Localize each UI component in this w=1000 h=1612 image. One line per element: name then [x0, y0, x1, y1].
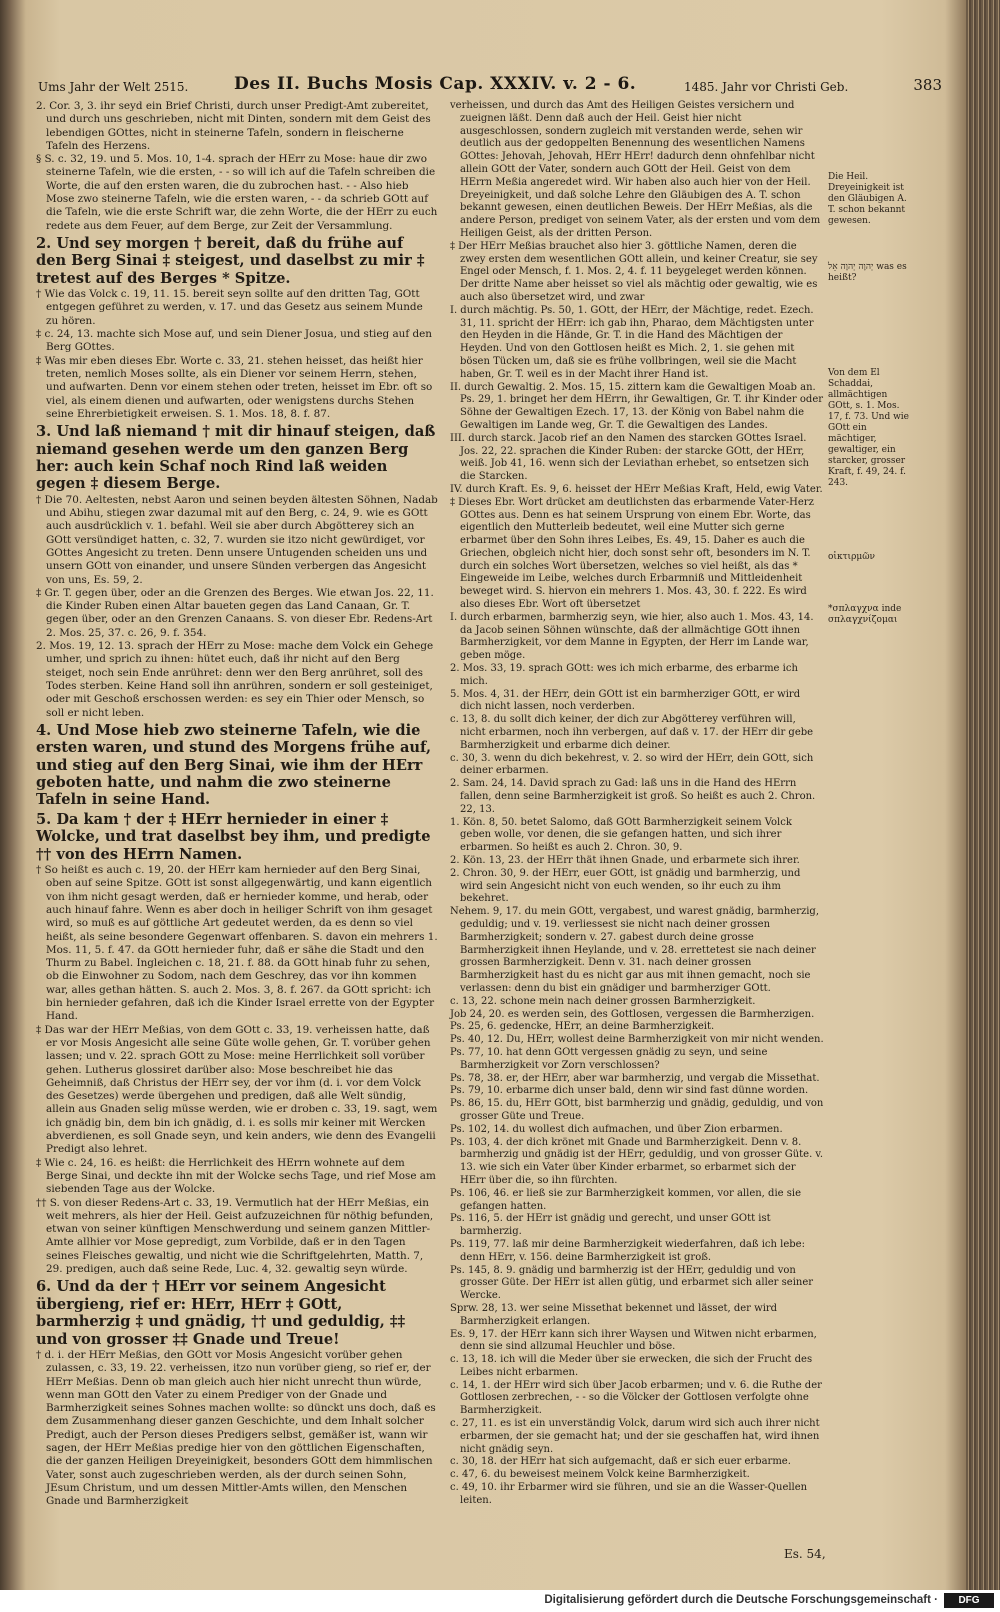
digitization-footer — [0, 1590, 1000, 1612]
commentary-note: Ps. 106, 46. er ließ sie zur Barmherzigkeit kommen, vor allen, die sie gefangen hatten. — [450, 1187, 801, 1212]
commentary-note: c. 49, 10. ihr Erbarmer wird sie führen, und sie an die Wasser-Quellen leiten. — [450, 1482, 808, 1506]
commentary-note: II. durch Gewaltig. 2. Mos. 15, 15. zittern kam die Gewaltigen Moab an. Ps. 29, 1. bringet her dem HErrn, ihr Gewaltigen, Gr. T. ihr Kinder oder Söhne der Gewaltigen Ezech. 17, 13. der König von Babel nahm die Gewaltigen im Lande weg, Gr. T. die Gewaltigen des Landes. — [450, 381, 824, 431]
commentary-note: c. 13, 22. schone mein nach deiner grossen Barmherzigkeit. — [450, 995, 756, 1007]
commentary-note: 2. Chron. 30, 9. der HErr, euer GOtt, ist gnädig und barmherzig, und wird sein Angesicht nicht von euch wenden, so ihr euch zu ihm bekehret. — [450, 867, 801, 905]
left-column — [36, 100, 438, 1508]
commentary-note: III. durch starck. Jacob rief an den Namen des starcken GOttes Israel. Jos. 22, 22. sprachen die Kinder Ruben: der starcke GOtt, der HErr, weiß. Job 41, 16. wenn sich der Leviathan erhebet, so entsetzen sich die Starcken. — [450, 432, 809, 483]
commentary-note: † Wie das Volck c. 19, 11. 15. bereit seyn sollte auf den dritten Tag, GOtt entgegen geführet zu werden, v. 17. und das Gesetz aus seinem Munde zu hören. — [36, 288, 423, 327]
margin-note — [828, 262, 910, 284]
commentary-note: 2. Mos. 19, 12. 13. sprach der HErr zu Mose: mache dem Volck ein Gehege umher, und sprich zu ihnen: hütet euch, daß ihr nicht auf den Berg steiget, noch sein Ende anrühret: denn wer den Berg anrühret, soll des Todes sterben. Keine Hand soll ihn anrühren, sondern er soll gesteiniget, oder mit Geschoß erschossen werden: es sey ein Thier oder Mensch, so soll er nicht leben. — [36, 640, 434, 719]
commentary-note: ‡ Gr. T. gegen über, oder an die Grenzen des Berges. Wie etwan Jos. 22, 11. die Kinder Ruben einen Altar baueten gegen das Land Canaan, Gr. T. gegen über, oder an den Grenzen Canaans. S. von dieser Ebr. Redens-Art 2. Mos. 25, 37. c. 26, 9. f. 354. — [36, 586, 434, 639]
catchword: Es. 54, — [784, 1547, 826, 1561]
commentary-note: Ps. 119, 77. laß mir deine Barmherzigkeit wiederfahren, daß ich lebe: denn HErr, v. 156. deine Barmherzigkeit ist groß. — [450, 1238, 805, 1263]
commentary-note: c. 30, 18. der HErr hat sich aufgemacht, daß er sich euer erbarme. — [450, 1456, 791, 1468]
margin-note — [828, 368, 910, 489]
page-number: 383 — [913, 76, 942, 94]
running-header — [38, 74, 942, 98]
commentary-note: IV. durch Kraft. Es. 9, 6. heisset der HErr Meßias Kraft, Held, ewig Vater. — [450, 483, 823, 495]
commentary-note: ‡ c. 24, 13. machte sich Mose auf, und sein Diener Josua, und stieg auf den Berg GOttes. — [36, 328, 432, 354]
commentary-note: Ps. 116, 5. der HErr ist gnädig und gerecht, und unser GOtt ist barmherzig. — [450, 1213, 771, 1238]
bible-verse: 2. Und sey morgen † bereit, daß du frühe auf den Berg Sinai ‡ steigest, und daselbst zu mir ‡ tretest auf des Berges * Spitze. — [36, 234, 425, 287]
commentary-note: c. 13, 18. ich will die Meder über sie erwecken, die sich der Frucht des Leibes nicht erbarmen. — [450, 1354, 813, 1378]
bible-verse: 4. Und Mose hieb zwo steinerne Tafeln, wie die ersten waren, und stund des Morgens frühe auf, und stieg auf den Berg Sinai, wie ihm der HErr geboten hatte, und nahm die zwo steinerne Tafeln in seine Hand. — [36, 721, 432, 809]
commentary-note: c. 47, 6. du beweisest meinem Volck keine Barmherzigkeit. — [450, 1469, 750, 1481]
margin-note — [828, 604, 910, 626]
commentary-note: Es. 9, 17. der HErr kann sich ihrer Waysen und Witwen nicht erbarmen, denn sie sind allzumal Heuchler und böse. — [450, 1328, 817, 1353]
commentary-note: 2. Cor. 3, 3. ihr seyd ein Brief Christi, durch unser Predigt-Amt zubereitet, und durch uns geschrieben, nicht mit Dinten, sondern mit dem Geist des lebendigen GOttes, nicht in steinerne Tafeln, sondern in fleischerne Tafeln des Herzens. — [36, 100, 431, 152]
header-year-christ: 1485. Jahr vor Christi Geb. — [684, 80, 849, 94]
commentary-note: ‡ Der HErr Meßias brauchet also hier 3. göttliche Namen, deren die zwey ersten dem wesentlichen GOtt allein, und keiner Creatur, sie sey Engel oder Mensch, f. 1. Mos. 2, 4. f. 11 beygeleget werden können. Der dritte Name aber heisset so viel als mächtig oder gewaltig, wie es auch also übersetzet wird, und zwar — [450, 240, 818, 303]
commentary-note: Ps. 86, 15. du, HErr GOtt, bist barmherzig und gnädig, geduldig, und von grosser Güte und Treue. — [450, 1098, 824, 1122]
commentary-note: † d. i. der HErr Meßias, den GOtt vor Mosis Angesicht vorüber gehen zulassen, c. 33, 19. 22. verheissen, itzo nun vorüber gieng, so rief er, der HErr Meßias. Denn ob man gleich auch hier nicht unrecht thun würde, wenn man GOtt den Vater zu einem Prediger von der Gnade und Barmherzigkeit seines Sohnes machen wollte: so dünckt uns doch, daß es dem Zusammenhang dieser ganzen Geschichte, und dem Inhalt solcher Predigt, auch der Person dieses Predigers selbst, gemäßer ist, wann wir sagen, der HErr Meßias predige hier von den göttlichen Eigenschaften, die der ganzen Heiligen Dreyeinigkeit, besonders GOtt dem himmlischen Vater, sonst auch zugeschrieben werden, als der durch seinen Sohn, JEsum Christum, und um dessen Mittler-Amts willen, den Menschen Gnade und Barmherzigkeit — [36, 1348, 436, 1508]
margin-note-text: *σπλαγχνα inde σπλαγχνίζομαι — [828, 604, 902, 625]
commentary-note: Ps. 25, 6. gedencke, HErr, an deine Barmherzigkeit. — [450, 1021, 715, 1033]
commentary-note: † Die 70. Aeltesten, nebst Aaron und seinen beyden ältesten Söhnen, Nadab und Abihu, stiegen zwar dazumal mit auf den Berg, c. 24, 9. wie es GOtt auch ausdrücklich v. 1. befahl. Weil sie aber durch Abgötterey sich an GOtt versündiget hatten, c. 32, 7. wurden sie itzo nicht gewürdiget, vor GOttes Angesicht zu treten. Denn unsere Untugenden scheiden uns und unsern GOtt von einander, und unsere Sünden verbergen das Angesicht von uns, Es. 59, 2. — [36, 493, 438, 586]
dfg-logo[interactable]: DFG — [944, 1593, 994, 1608]
right-column — [450, 100, 824, 1508]
commentary-note: I. durch erbarmen, barmherzig seyn, wie hier, also auch 1. Mos. 43, 14. da Jacob seinen Söhnen wünschte, daß der allmächtige GOtt ihnen Barmherzigkeit, vor dem Manne in Egypten, der Herr im Lande war, geben möge. — [450, 611, 814, 662]
commentary-note: ‡ Das war der HErr Meßias, von dem GOtt c. 33, 19. verheissen hatte, daß er vor Mosis Angesicht alle seine Güte wolle gehen, Gr. T. vorüber gehen lassen; und v. 22. sprach GOtt zu Mose: meine Herrlichkeit soll vorüber gehen. Lutherus glossiret darüber also: Mose beschreibet hie das Geheimniß, daß Christus der HErr sey, der vor ihm (d. i. vor dem Volck des Gesetzes) werde übergehen und predigen, daß alle Welt sündig, allein aus Gnaden selig müsse werden, wie er droben c. 33, 19. sagt, wem ich gnädig bin, dem bin ich gnädig, d. i. es solls mir keiner mit Wercken abverdienen, es soll Gnade seyn, und kein anders, wie denn des Evangelii Predigt also lehret. — [36, 1023, 438, 1156]
commentary-note: Job 24, 20. es werden sein, des Gottlosen, vergessen die Barmherzigen. — [450, 1008, 815, 1020]
margin-note-text: Die Heil. Dreyeinigkeit ist den Gläubigen A. T. schon bekannt gewesen. — [828, 172, 907, 226]
bible-verse: 6. Und da der † HErr vor seinem Angesicht übergieng, rief er: HErr, HErr ‡ GOtt, barmherzig ‡ und gnädig, †† und geduldig, ‡‡ und von grosser ‡‡ Gnade und Treue! — [36, 1278, 406, 1348]
commentary-note: Ps. 78, 38. er, der HErr, aber war barmherzig, und vergab die Missethat. — [450, 1072, 820, 1084]
commentary-note: † So heißt es auch c. 19, 20. der HErr kam hernieder auf den Berg Sinai, oben auf seine Spitze. GOtt ist sonst allgegenwärtig, und kann eigentlich von ihm nicht gesagt werden, daß er hernieder komme, und herab, oder auch hinauf fahre. Wenn es aber doch in heiliger Schrift von ihm gesaget wird, so muß es auf göttliche Art gedeutet werden, da es denn so viel heißt, als seine besondere Gegenwart offenbaren. S. davon ein mehrers 1. Mos. 11, 5. f. 47. da GOtt hernieder fuhr, daß er sähe die Stadt und den Thurm zu Babel. Ingleichen c. 18, 21. f. 88. da GOtt hinab fuhr zu sehen, ob die Einwohner zu Sodom, nach dem Geschrey, das vor ihn kommen war, alles gethan hätten. S. auch 2. Mos. 3, 8. f. 267. da GOtt spricht: ich bin hernieder gefahren, daß ich die Kinder Israel errette von der Egypter Hand. — [36, 864, 438, 1023]
commentary-note: 1. Kön. 8, 50. betet Salomo, daß GOtt Barmherzigkeit seinem Volck geben wolle, vor denen, die sie gefangen hatten, und sich ihrer erbarmen. So heißt es auch 2. Chron. 30, 9. — [450, 816, 792, 854]
bible-verse: 3. Und laß niemand † mit dir hinauf steigen, daß niemand gesehen werde um den ganzen Berg her: auch kein Schaf noch Rind laß weiden gegen ‡ diesem Berge. — [36, 423, 436, 493]
commentary-note: Ps. 40, 12. Du, HErr, wollest deine Barmherzigkeit von mir nicht wenden. — [450, 1034, 824, 1046]
commentary-note: 5. Mos. 4, 31. der HErr, dein GOtt ist ein barmherziger GOtt, er wird dich nicht lassen, noch verderben. — [450, 688, 801, 713]
commentary-note: c. 14, 1. der HErr wird sich über Jacob erbarmen; und v. 6. die Ruthe der Gottlosen zerbrechen, - - so die Völcker der Gottlosen verfolgte ohne Barmherzigkeit. — [450, 1379, 822, 1417]
commentary-note: †† S. von dieser Redens-Art c. 33, 19. Vermutlich hat der HErr Meßias, ein weit mehrers, als hier der Heil. Geist aufzuzeichnen für nöthig befunden, etwan von seiner künftigen Menschwerdung und seinem ganzen Mittler-Amte allhier vor Mose gepredigt, zum Vorbilde, daß er in den Tagen seines Fleisches gewaltig, und nicht wie die Schriftgelehrten, Matth. 7, 29. predigen, auch daß seine Rede, Luc. 4, 32. gewaltig seyn würde. — [36, 1196, 434, 1275]
bible-verse: 5. Da kam † der ‡ HErr hernieder in einer ‡ Wolcke, und trat daselbst bey ihm, und predigte †† von des HErrn Namen. — [36, 810, 431, 863]
commentary-note: Ps. 145, 8. 9. gnädig und barmherzig ist der HErr, geduldig und von grosser Güte. Der HErr ist allen gütig, und erbarmet sich aller seiner Wercke. — [450, 1264, 814, 1302]
commentary-note: c. 30, 3. wenn du dich bekehrest, v. 2. so wird der HErr, dein GOtt, sich deiner erbarmen. — [450, 752, 814, 777]
commentary-note: ‡ Wie c. 24, 16. es heißt: die Herrlichkeit des HErrn wohnete auf dem Berge Sinai, und deckte ihn mit der Wolcke sechs Tage, und rief Mose am siebenden Tage aus der Wolcke. — [36, 1156, 436, 1196]
header-year-world: Ums Jahr der Welt 2515. — [38, 80, 189, 94]
commentary-note: Sprw. 28, 13. wer seine Missethat bekennet und lässet, der wird Barmherzigkeit erlangen. — [450, 1302, 778, 1327]
header-title: Des II. Buchs Mosis Cap. XXXIV. v. 2 - 6. — [234, 74, 637, 94]
margin-note-text: Von dem El Schaddai, allmächtigen GOtt, s. 1. Mos. 17, f. 73. Und wie GOtt ein mächtiger, gewaltiger, ein starcker, grosser Kraft, f. 49, 24. f. 243. — [828, 368, 909, 488]
commentary-note: verheissen, und durch das Amt des Heiligen Geistes versichern und zueignen läßt. Denn daß auch der Heil. Geist hier nicht ausgeschlossen, sondern zugleich mit verstanden werde, sehen wir deutlich aus der gedoppelten Benennung des wesentlichen Namens GOttes: Jehovah, Jehovah, HErr HErr! dadurch denn ohnfehlbar nicht allein GOtt der Vater, sondern auch GOtt der Heil. Geist von dem HErrn Meßia angeredet wird. Wir haben also auch hier von der Heil. Dreyeinigkeit, und daß solche Lehre den Gläubigen des A. T. schon bekannt gewesen, einen deutlichen Beweis. Der HErr Meßias, als die andere Person, prediget von seinem Vater, als der ersten und vom dem Heiligen Geist, als der dritten Person. — [450, 100, 821, 239]
margin-note-text: יְהוָה יְהוָה אֵל was es heißt? — [828, 262, 907, 283]
commentary-note: Ps. 102, 14. du wollest dich aufmachen, und über Zion erbarmen. — [450, 1123, 783, 1135]
margin-note-text: οἰκτιρμῶν — [828, 552, 876, 562]
margin-note — [828, 552, 910, 563]
commentary-note: c. 27, 11. es ist ein unverständig Volck, darum wird sich auch ihrer nicht erbarmen, der sie gemacht hat; und der sie geschaffen hat, wird ihnen nicht gnädig seyn. — [450, 1418, 820, 1455]
commentary-note: 2. Sam. 24, 14. David sprach zu Gad: laß uns in die Hand des HErrn fallen, denn seine Barmherzigkeit ist groß. So heißt es auch 2. Chron. 22, 13. — [450, 778, 816, 815]
footer-credit: Digitalisierung gefördert durch die Deutsche Forschungsgemeinschaft · — [544, 1594, 938, 1606]
commentary-note: Ps. 79, 10. erbarme dich unser bald, denn wir sind fast dünne worden. — [450, 1085, 809, 1097]
commentary-note: § S. c. 32, 19. und 5. Mos. 10, 1-4. sprach der HErr zu Mose: haue dir zwo steinerne Tafeln, wie die ersten, - - so will ich auf die Tafeln schreiben die Worte, die auf den ersten waren, die du zubrochen hast. - - Also hieb Mose zwo steinerne Tafeln, wie die ersten waren, - - da schrieb GOtt auf die Tafeln, wie die erste Schrift war, die zehn Worte, die der HErr zu euch redete aus dem Feuer, auf dem Berge, zur Zeit der Versammlung. — [36, 153, 438, 232]
margin-note — [828, 172, 910, 227]
commentary-note: Nehem. 9, 17. du mein GOtt, vergabest, und warest gnädig, barmherzig, geduldig; und v. 19. verliessest sie nicht nach deiner grossen Barmherzigkeit; sondern v. 27. gabest durch deine grosse Barmherzigkeit ihnen Heylande, und v. 28. errettetest sie nach deiner grossen Barmherzigkeit. Denn v. 31. nach deiner grossen Barmherzigkeit hast du es nicht gar aus mit ihnen gemacht, noch sie verlassen: denn du bist ein gnädiger und barmherziger GOtt. — [450, 906, 820, 994]
commentary-note: Ps. 77, 10. hat denn GOtt vergessen gnädig zu seyn, und seine Barmherzigkeit vor Zorn verschlossen? — [450, 1046, 768, 1071]
commentary-note: I. durch mächtig. Ps. 50, 1. GOtt, der HErr, der Mächtige, redet. Ezech. 31, 11. spricht der HErr: ich gab ihn, Pharao, dem Mächtigsten unter den Heyden in die Hände, Gr. T. in die Hand des Mächtigen der Heyden. Und von den Gottlosen heißt es Mich. 2, 1. sie gehen mit bösen Tücken um, daß sie es frühe vollbringen, weil sie die Macht haben, Gr. T. weil es in der Macht ihrer Hand ist. — [450, 304, 814, 380]
commentary-note: ‡ Was mir eben dieses Ebr. Worte c. 33, 21. stehen heisset, das heißt hier treten, nemlich Moses sollte, als ein Diener vor seinem Herrn, stehen, und aufwarten. Denn vor einem stehen oder treten, heisset im Ebr. oft so viel, als einem dienen und aufwarten, oder wenigstens durchs Stehen seine Ehrerbietigkeit erweisen. S. 1. Mos. 18, 8. f. 87. — [36, 354, 433, 420]
commentary-note: c. 13, 8. du sollt dich keiner, der dich zur Abgötterey verführen will, nicht erbarmen, noch ihn verbergen, auf daß v. 17. der HErr dir gebe Barmherzigkeit und erbarme dich deiner. — [450, 714, 814, 751]
page-edge-stack — [966, 0, 1000, 1590]
commentary-note: ‡ Dieses Ebr. Wort drücket am deutlichsten das erbarmende Vater-Herz GOttes aus. Denn es hat seinem Ursprung von einem Ebr. Worte, das eigentlich den Mutterleib bedeutet, weil eine Mutter sich gerne erbarmet über den Sohn ihres Leibes, Es. 49, 15. Daher es auch die Griechen, obgleich nicht hier, doch sonst sehr oft, besonders im N. T. durch ein solches Wort übersetzen, welches so viel heißt, als das * Eingeweide im Leibe, welches durch Erbarmniß und Mittleidenheit beweget wird. S. hiervon ein mehrers 1. Mos. 43, 30. f. 222. Es wird also dieses Ebr. Wort oft übersetzet — [450, 496, 814, 611]
commentary-note: 2. Kön. 13, 23. der HErr thät ihnen Gnade, und erbarmete sich ihrer. — [450, 855, 800, 867]
commentary-note: 2. Mos. 33, 19. sprach GOtt: wes ich mich erbarme, des erbarme ich mich. — [450, 663, 798, 687]
commentary-note: Ps. 103, 4. der dich krönet mit Gnade und Barmherzigkeit. Denn v. 8. barmherzig und gnädig ist der HErr, geduldig, und von grosser Güte. v. 13. wie sich ein Vater über Kinder erbarmet, so erbarmet sich der HErr über die, so ihn fürchten. — [450, 1136, 824, 1186]
